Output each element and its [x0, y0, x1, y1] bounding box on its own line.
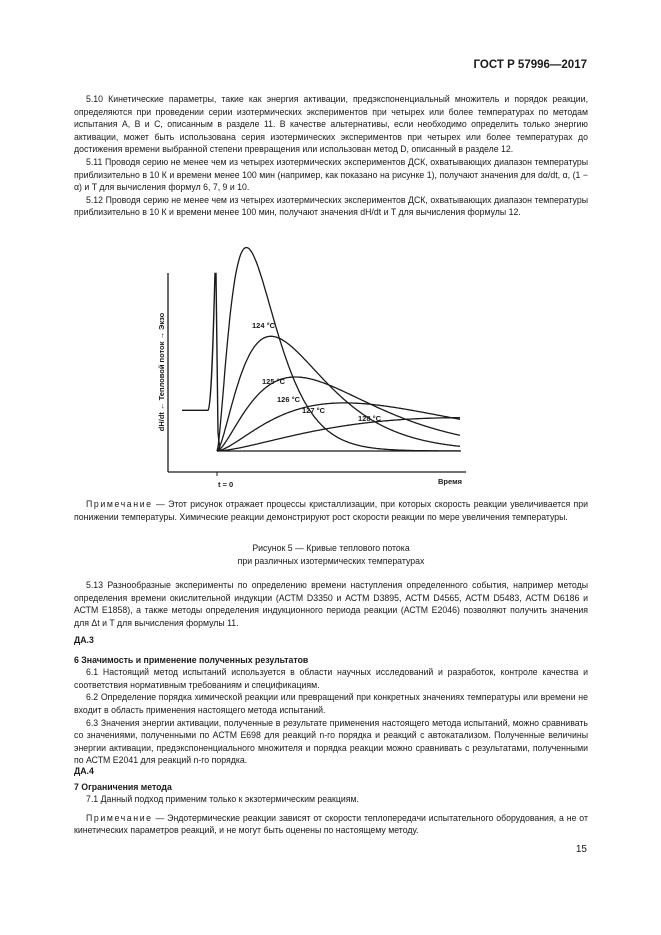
- figure-note: [74, 498, 588, 523]
- y-axis-label: dH/dt ← Тепловой поток → Экзо: [157, 312, 166, 432]
- section-7-heading: 7 Ограничения метода: [74, 781, 172, 792]
- annex-da3: [74, 634, 588, 767]
- paragraph-5-13: 5.13 Разнообразные эксперименты по определению времени наступления определенного события, например методы определения времени окислительной индукции (АСТМ D3350 и АСТМ D3895, АСТМ D4565, АСТМ D5483, АСТМ D6186 и АСТМ E1858), а также методы определения индукционного периода реакции (АСТМ E2046) позволяют получить значения для Δt и T для вычисления формулы 11.: [74, 580, 588, 628]
- paragraph-5-11: 5.11 Проводя серию не менее чем из четырех изотермических экспериментов ДСК, охватывающих диапазон температуры приблизительно в 10 К и времени менее 100 мин (например, как показано на рисунке 1), получают значения для dα/dt, α, (1 − α) и T для вычисления формул 6, 7, 9 и 10.: [74, 156, 588, 193]
- paragraph-6-2: 6.2 Определение порядка химической реакции или превращений при конкретных значениях температуры или времени не входит в область применения настоящего метода испытаний.: [74, 692, 588, 715]
- paragraph-6-3: 6.3 Значения энергии активации, полученные в результате применения настоящего метода испытаний, можно сравнивать со значениями, полученными по АСТМ E698 для реакций n-го порядка и реакций с автокатализом. Полученные величины энергии активации, предэкспоненциального множителя и порядка реакции можно сравнивать с результатами, полученными по АСТМ E2041 для реакций n-го порядка.: [74, 717, 588, 766]
- series-label-4: 128 °C: [358, 414, 382, 423]
- paragraph-5-10: 5.10 Кинетические параметры, такие как энергия активации, предэкспоненциальный множитель и порядок реакции, определяются при проведении серии изотермических экспериментов при четырех или более температурах по методам испытания А, В и С, описанным в разделе 11. В качестве альтернативы, если необходимо определить только энергию активации, может быть использована серия изотермических экспериментов при четырех или более температурах до достижения времени выбранной степени превращения или использован метод D, описанный в разделе 12.: [74, 94, 588, 155]
- series-label-0: 124 °C: [252, 321, 276, 330]
- note-2-dash: —: [155, 812, 165, 823]
- series-label-1: 125 °C: [262, 377, 286, 386]
- note-2-paragraph: [74, 812, 588, 837]
- figure-caption: [74, 542, 588, 567]
- curve-128c: [217, 418, 460, 451]
- paragraph-6-1: 6.1 Настоящий метод испытаний используется в области научных исследований и разработок, контроле качества и соответствия нормативным требованиям и спецификациям.: [74, 667, 588, 690]
- da4-label: ДА.4: [74, 766, 94, 776]
- note-text: Этот рисунок отражает процессы кристаллизации, при которых скорость реакции увеличивается при понижении температуры. Химические реакции демонстрируют рост скорости реакции по мере увеличения температуры.: [74, 499, 589, 522]
- annex-da4: [74, 765, 588, 837]
- curve-125c: [217, 336, 460, 451]
- x-tick-label-t0: t = 0: [218, 480, 234, 489]
- figure-caption-line2: при различных изотермических температурах: [237, 555, 425, 566]
- curve-124c: [217, 248, 460, 452]
- note-label: Примечание: [86, 499, 153, 509]
- x-axis-label: Время: [438, 477, 462, 486]
- paragraph-5-13-block: [74, 579, 588, 629]
- note-dash: —: [155, 499, 165, 509]
- note-2-label: Примечание: [86, 812, 153, 823]
- document-header: ГОСТ Р 57996—2017: [473, 59, 587, 71]
- note-paragraph: [74, 498, 588, 523]
- page-number: 15: [575, 844, 587, 855]
- paragraph-7-1: 7.1 Данный подход применим только к экзотермическим реакциям.: [86, 794, 359, 805]
- da3-label: ДА.3: [74, 635, 94, 645]
- baseline-initial-spike: [182, 273, 220, 451]
- series-label-3: 127 °C: [302, 406, 326, 415]
- note-2-text: Эндотермические реакции зависят от скорости теплопередачи испытательного оборудования, а не от кинетических параметров реакций, и не могут быть оценены по настоящему методу.: [74, 812, 588, 836]
- series-label-2: 126 °C: [277, 395, 301, 404]
- figure-caption-line1: Рисунок 5 — Кривые теплового потока: [252, 543, 410, 553]
- section-6-heading: 6 Значимость и применение полученных результатов: [74, 654, 309, 665]
- paragraph-5-12: 5.12 Проводя серию не менее чем из четырех изотермических экспериментов ДСК, охватывающих диапазон температуры приблизительно в 10 К и времени менее 100 мин, получают значения dH/dt и T для вычисления формулы 12.: [74, 194, 588, 218]
